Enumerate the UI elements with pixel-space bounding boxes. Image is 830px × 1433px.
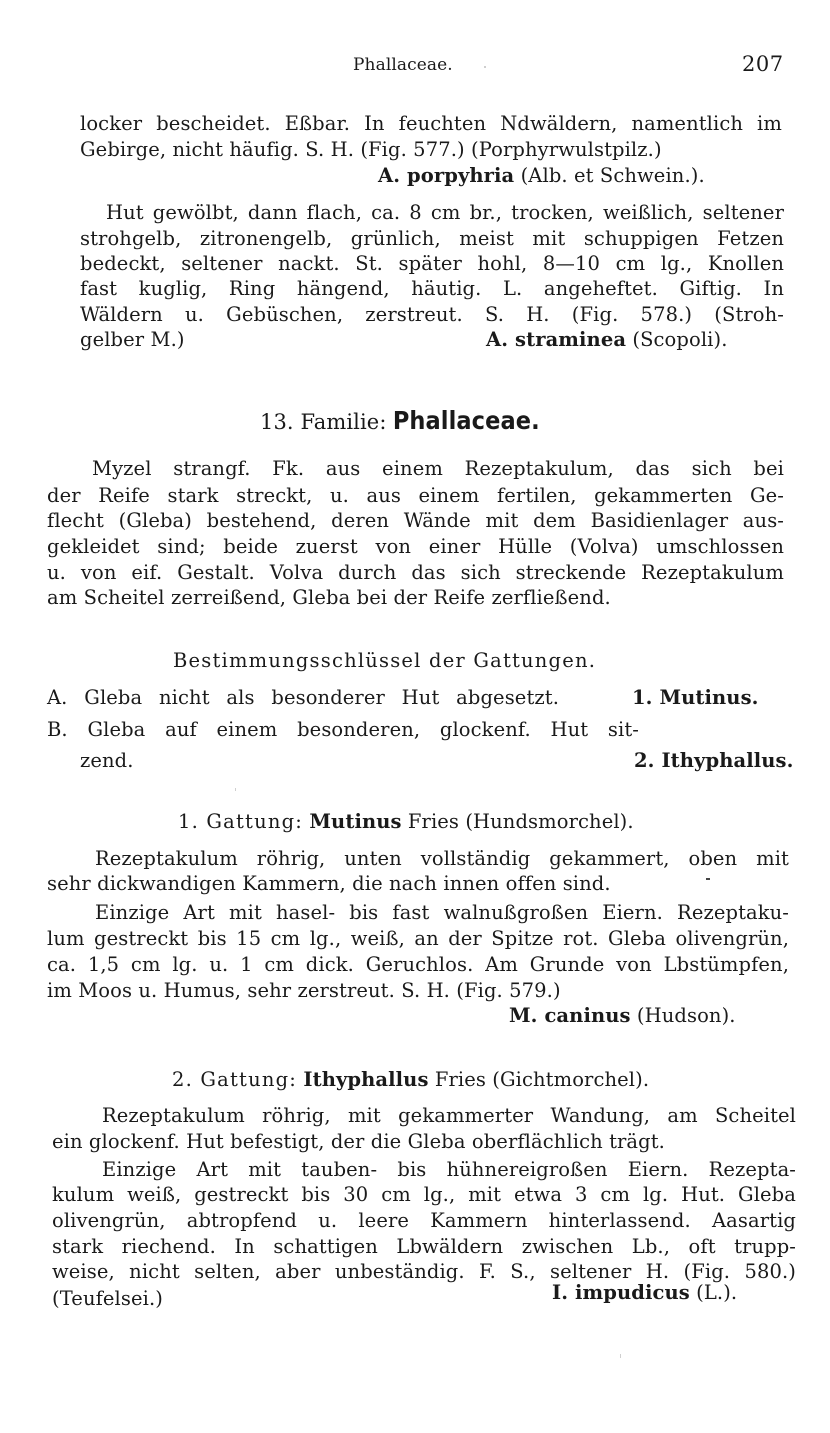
text-line: bedeckt, seltener nackt. St. später hohl, 8—10 cm lg., Knollen	[80, 252, 784, 275]
species-line	[486, 330, 728, 350]
text-line: Hut gewölbt, dann flach, ca. 8 cm br., trocken, weißlich, seltener	[106, 201, 784, 224]
species-author: (Scopoli).	[632, 328, 728, 351]
text-line: kulum weiß, gestreckt bis 30 cm lg., mit etwa 3 cm lg. Hut. Gleba	[52, 1183, 796, 1206]
scan-speck	[620, 1354, 621, 1358]
text-line: Wäldern u. Gebüschen, zerstreut. S. H. (Fig. 578.) (Stroh-	[80, 303, 784, 326]
species-name: M. caninus	[509, 1004, 631, 1027]
key-option-b: B. Gleba auf einem besonderen, glockenf. Hut sit-	[47, 718, 639, 741]
key-option-a: A. Gleba nicht als besonderer Hut abgesetzt.	[47, 686, 559, 709]
text-line: Einzige Art mit tauben- bis hühnereigroßen Eiern. Rezepta-	[102, 1158, 796, 1181]
species-line	[509, 1006, 736, 1026]
genus-suffix: Fries (Gichtmorchel).	[434, 1068, 650, 1091]
key-title: Bestimmungsschlüssel der Gattungen.	[173, 649, 597, 672]
text-line: u. von eif. Gestalt. Volva durch das sich streckende Rezeptakulum	[47, 561, 784, 584]
species-line	[378, 166, 705, 186]
text-line: olivengrün, abtropfend u. leere Kammern hinterlassend. Aasartig	[52, 1209, 796, 1232]
text-line: lum gestreckt bis 15 cm lg., weiß, an der Spitze rot. Gleba olivengrün,	[47, 927, 789, 950]
key-option-b-cont: zend.	[80, 749, 134, 772]
text-line: der Reife stark streckt, u. aus einem fertilen, gekammerten Ge-	[47, 484, 784, 507]
text-line: Myzel strangf. Fk. aus einem Rezeptakulum, das sich bei	[92, 457, 784, 480]
key-result-a: 1. Mutinus.	[632, 686, 759, 709]
text-line: (Teufelsei.)	[52, 1287, 163, 1310]
text-line: gekleidet sind; beide zuerst von einer Hülle (Volva) umschlossen	[47, 535, 784, 558]
text-line: Rezeptakulum röhrig, unten vollständig gekammert, oben mit	[95, 847, 789, 870]
species-name: A. porpyhria	[378, 164, 515, 187]
species-author: (Hudson).	[636, 1004, 736, 1027]
family-number: 13. Familie:	[260, 410, 387, 434]
genus-heading	[172, 1070, 649, 1090]
family-heading	[260, 408, 540, 433]
scan-speck	[484, 66, 486, 68]
family-name: Phallaceae.	[392, 406, 540, 435]
text-line: am Scheitel zerreißend, Gleba bei der Reife zerfließend.	[47, 586, 611, 609]
genus-number: 1. Gattung:	[178, 810, 304, 833]
genus-suffix: Fries (Hundsmorchel).	[407, 810, 634, 833]
key-result-b: 2. Ithyphallus.	[634, 749, 794, 772]
text-line: weise, nicht selten, aber unbeständig. F. S., seltener H. (Fig. 580.)	[52, 1260, 796, 1283]
text-line: sehr dickwandigen Kammern, die nach innen offen sind.	[47, 872, 611, 895]
scan-speck	[235, 788, 236, 791]
species-name: A. straminea	[486, 328, 627, 351]
text-line: Rezeptakulum röhrig, mit gekammerter Wandung, am Scheitel	[102, 1104, 796, 1127]
running-title: Phallaceae.	[353, 55, 453, 75]
text-line: stark riechend. In schattigen Lbwäldern zwischen Lb., oft trupp-	[52, 1235, 796, 1258]
scan-speck	[706, 878, 710, 880]
genus-name: Mutinus	[309, 810, 402, 833]
text-line: flecht (Gleba) bestehend, deren Wände mit dem Basidienlager aus-	[47, 509, 784, 532]
species-author: (Alb. et Schwein.).	[520, 164, 705, 187]
text-line: im Moos u. Humus, sehr zerstreut. S. H. (Fig. 579.)	[47, 979, 561, 1002]
genus-heading	[178, 812, 634, 832]
text-line: strohgelb, zitronengelb, grünlich, meist mit schuppigen Fetzen	[80, 227, 784, 250]
genus-name: Ithyphallus	[303, 1068, 429, 1091]
text-line: Gebirge, nicht häufig. S. H. (Fig. 577.) (Porphyrwulstpilz.)	[80, 138, 662, 161]
species-author: (L.).	[696, 1281, 738, 1304]
genus-number: 2. Gattung:	[172, 1068, 298, 1091]
text-line: fast kuglig, Ring hängend, häutig. L. angeheftet. Giftig. In	[80, 277, 784, 300]
species-line	[552, 1283, 737, 1303]
text-line: ca. 1,5 cm lg. u. 1 cm dick. Geruchlos. Am Grunde von Lbstümpfen,	[47, 953, 789, 976]
text-line: locker bescheidet. Eßbar. In feuchten Ndwäldern, namentlich im	[80, 112, 782, 135]
page-number: 207	[742, 52, 784, 76]
text-line: ein glockenf. Hut befestigt, der die Gleba oberflächlich trägt.	[52, 1130, 665, 1153]
species-name: I. impudicus	[552, 1281, 690, 1304]
text-line: Einzige Art mit hasel- bis fast walnußgroßen Eiern. Rezeptaku-	[95, 901, 789, 924]
text-line: gelber M.)	[80, 328, 185, 351]
